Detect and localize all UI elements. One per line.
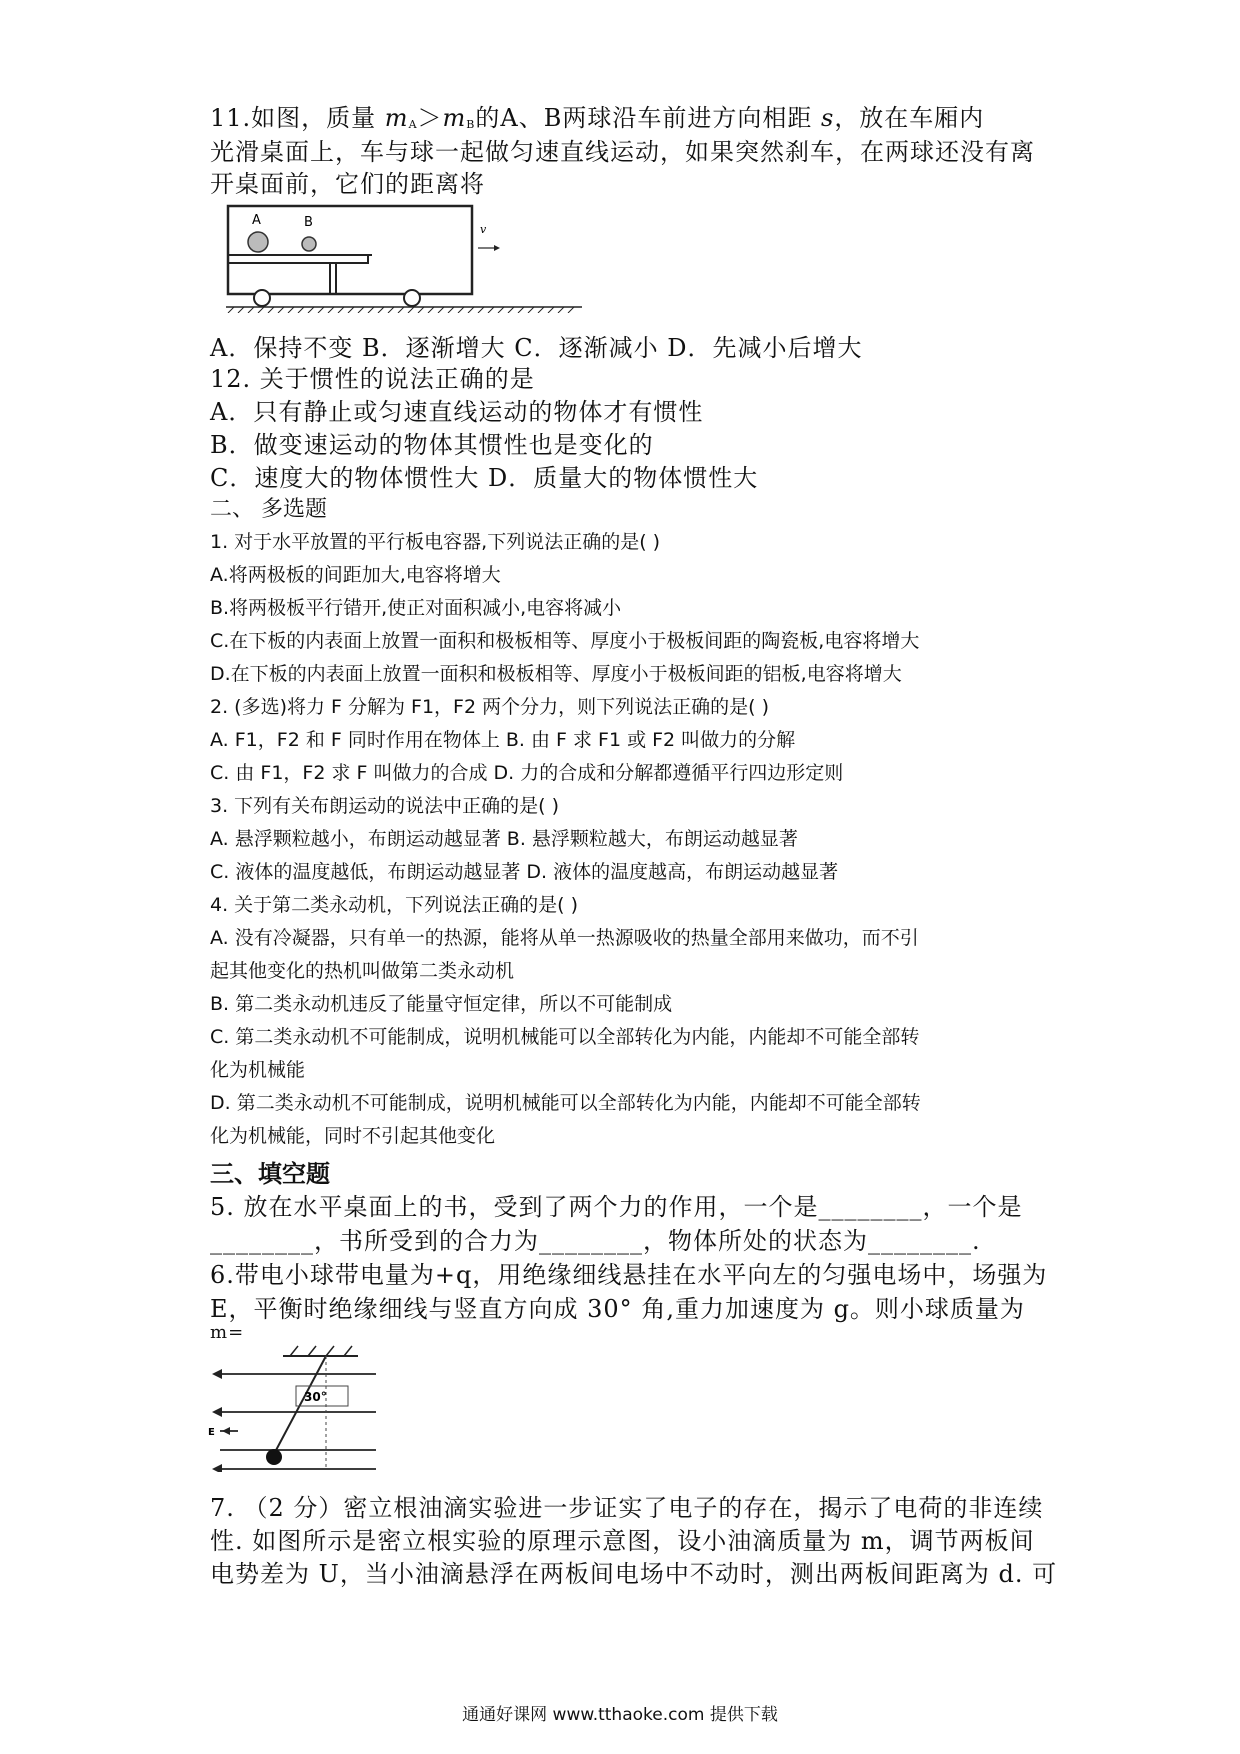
page-footer: 通通好课网 www.tthaoke.com 提供下载 bbox=[462, 1705, 778, 1725]
wheel-left bbox=[254, 290, 270, 306]
mass-a-subscript: A bbox=[408, 118, 418, 131]
q11-text-pre: 11.如图，质量 bbox=[210, 104, 385, 132]
cart-figure bbox=[222, 203, 592, 313]
q6-line3: m= bbox=[210, 1322, 245, 1343]
m3-option-ab: A. 悬浮颗粒越小，布朗运动越显著 B. 悬浮颗粒越大，布朗运动越显著 bbox=[210, 828, 798, 850]
table-extension bbox=[228, 255, 368, 263]
angle-label: 30° bbox=[304, 1390, 327, 1404]
mass-b-symbol: m bbox=[442, 104, 467, 132]
velocity-label: v bbox=[480, 223, 487, 236]
field-arrowheads bbox=[212, 1369, 222, 1472]
m1-stem: 1. 对于水平放置的平行板电容器,下列说法正确的是( ) bbox=[210, 531, 661, 553]
q12-option-cd: C．速度大的物体惯性大 D．质量大的物体惯性大 bbox=[210, 464, 759, 492]
field-e-label: E bbox=[208, 1427, 215, 1438]
q6-line2: E，平衡时绝缘细线与竖直方向成 30° 角,重力加速度为 g。则小球质量为 bbox=[210, 1295, 1025, 1323]
m4-stem: 4. 关于第二类永动机，下列说法正确的是( ) bbox=[210, 894, 579, 916]
q11-line2: 光滑桌面上，车与球一起做匀速直线运动，如果突然刹车，在两球还没有离 bbox=[210, 138, 1035, 166]
field-lines bbox=[220, 1374, 376, 1469]
charged-ball bbox=[266, 1449, 282, 1465]
q6-line1: 6.带电小球带电量为+q，用绝缘细线悬挂在水平向左的匀强电场中，场强为 bbox=[210, 1261, 1048, 1289]
distance-symbol: s bbox=[820, 104, 835, 132]
q12-option-a: A．只有静止或匀速直线运动的物体才有惯性 bbox=[210, 398, 704, 426]
m1-option-a: A.将两极板的间距加大,电容将增大 bbox=[210, 564, 501, 586]
m1-option-d: D.在下板的内表面上放置一面积和极板相等、厚度小于极板间距的铝板,电容将增大 bbox=[210, 663, 902, 685]
q12-option-b: B．做变速运动的物体其惯性也是变化的 bbox=[210, 431, 654, 459]
q11-options: A．保持不变 B．逐渐增大 C．逐渐减小 D．先减小后增大 bbox=[210, 334, 863, 362]
m2-stem: 2. (多选)将力 F 分解为 F1，F2 两个分力，则下列说法正确的是( ) bbox=[210, 696, 769, 718]
mass-a-symbol: m bbox=[384, 104, 409, 132]
section-multiple-choice: 二、 多选题 bbox=[210, 497, 327, 522]
m3-option-cd: C. 液体的温度越低，布朗运动越显著 D. 液体的温度越高，布朗运动越显著 bbox=[210, 861, 839, 883]
ball-b-label: B bbox=[304, 215, 313, 230]
pendulum-field-figure bbox=[208, 1342, 388, 1472]
q11-text-mid: 的A、B两球沿车前进方向相距 bbox=[475, 104, 821, 132]
m4-option-a-line2: 起其他变化的热机叫做第二类永动机 bbox=[210, 960, 515, 982]
ball-a-label: A bbox=[252, 213, 261, 228]
mass-b-subscript: B bbox=[466, 118, 476, 131]
q7-line1: 7. （2 分）密立根油滴实验进一步证实了电子的存在，揭示了电荷的非连续 bbox=[210, 1494, 1044, 1522]
q11-text-post: ，放在车厢内 bbox=[834, 104, 985, 132]
q5-line1: 5. 放在水平桌面上的书，受到了两个力的作用，一个是________，一个是 bbox=[210, 1193, 1023, 1221]
m2-option-cd: C. 由 F1，F2 求 F 叫做力的合成 D. 力的合成和分解都遵循平行四边形定则 bbox=[210, 762, 844, 784]
m2-option-ab: A. F1，F2 和 F 同时作用在物体上 B. 由 F 求 F1 或 F2 叫做力的分解 bbox=[210, 729, 796, 751]
q7-line2: 性. 如图所示是密立根实验的原理示意图，设小油滴质量为 m，调节两板间 bbox=[210, 1527, 1035, 1555]
ground-hatching bbox=[228, 307, 574, 313]
q12-stem: 12. 关于惯性的说法正确的是 bbox=[210, 365, 535, 393]
greater-than-sign: ＞ bbox=[417, 104, 443, 132]
q11-line3: 开桌面前，它们的距离将 bbox=[210, 170, 485, 198]
m1-option-c: C.在下板的内表面上放置一面积和极板相等、厚度小于极板间距的陶瓷板,电容将增大 bbox=[210, 630, 920, 652]
ball-b bbox=[302, 237, 316, 251]
section-fill-in: 三、填空题 bbox=[210, 1159, 330, 1188]
suspension-thread bbox=[274, 1356, 326, 1454]
m1-option-b: B.将两极板平行错开,使正对面积减小,电容将减小 bbox=[210, 597, 622, 619]
m4-option-d-line2: 化为机械能，同时不引起其他变化 bbox=[210, 1125, 496, 1147]
m4-option-a-line1: A. 没有冷凝器，只有单一的热源，能将从单一热源吸收的热量全部用来做功，而不引 bbox=[210, 927, 919, 949]
q5-line2: ________，书所受到的合力为________，物体所处的状态为________. bbox=[210, 1227, 981, 1255]
ball-a bbox=[248, 232, 268, 252]
m4-option-b: B. 第二类永动机违反了能量守恒定律，所以不可能制成 bbox=[210, 993, 673, 1015]
m4-option-c-line1: C. 第二类永动机不可能制成，说明机械能可以全部转化为内能，内能却不可能全部转 bbox=[210, 1026, 920, 1048]
ceiling-hatching bbox=[290, 1346, 352, 1356]
m3-stem: 3. 下列有关布朗运动的说法中正确的是( ) bbox=[210, 795, 560, 817]
m4-option-d-line1: D. 第二类永动机不可能制成，说明机械能可以全部转化为内能，内能却不可能全部转 bbox=[210, 1092, 921, 1114]
wheel-right bbox=[404, 290, 420, 306]
m4-option-c-line2: 化为机械能 bbox=[210, 1059, 306, 1081]
q11-line1 bbox=[210, 98, 984, 133]
q7-line3: 电势差为 U，当小油滴悬浮在两板间电场中不动时，测出两板间距离为 d. 可 bbox=[210, 1560, 1058, 1588]
